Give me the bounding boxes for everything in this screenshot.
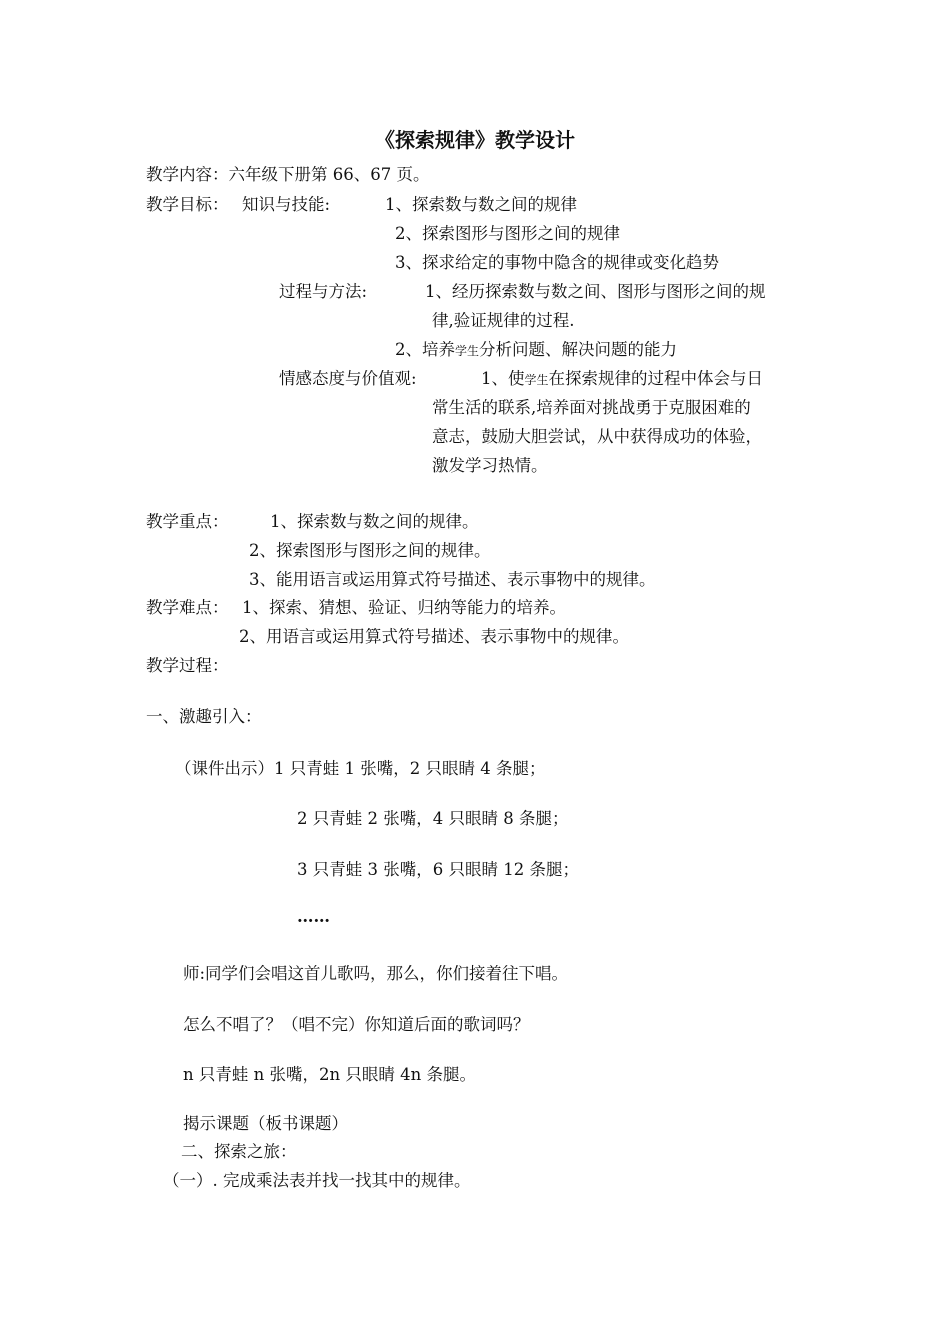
process-item-1a: 1、经历探索数与数之间、图形与图形之间的规 [425, 282, 766, 301]
emotion-item-1-post: 在探索规律的过程中体会与日 [548, 369, 764, 388]
content-line: 教学内容：六年级下册第 66、67 页。 [146, 165, 430, 184]
process-method-label: 过程与方法: [279, 282, 368, 301]
song-line-2: 2 只青蛙 2 张嘴，4 只眼睛 8 条腿； [297, 809, 569, 828]
process-item-2-post: 分析问题、解决问题的能力 [479, 340, 678, 359]
key-point-2: 2、探索图形与图形之间的规律。 [249, 541, 491, 560]
emotion-line-3: 意志，鼓励大胆尝试，从中获得成功的体验， [432, 427, 762, 446]
process-item-1b: 律,验证规律的过程. [432, 311, 575, 330]
goals-label: 教学目标： [146, 195, 229, 214]
page-title: 《探索规律》教学设计 [375, 128, 575, 152]
section-1-heading: 一、激趣引入： [146, 707, 262, 726]
song-line-1: （课件出示）1 只青蛙 1 张嘴，2 只眼睛 4 条腿； [175, 759, 546, 778]
emotion-line-2: 常生活的联系,培养面对挑战勇于克服困难的 [432, 398, 751, 417]
process-label: 教学过程： [146, 656, 229, 675]
difficulty-2: 2、用语言或运用算式符号描述、表示事物中的规律。 [239, 627, 629, 646]
subsection-1-heading: （一）. 完成乘法表并找一找其中的规律。 [163, 1171, 471, 1190]
emotion-label: 情感态度与价值观: [279, 369, 417, 388]
emotion-item-1-pre: 1、使 [481, 369, 525, 388]
process-item-2 [395, 339, 677, 362]
emotion-line-4: 激发学习热情。 [432, 456, 548, 475]
teacher-line-3: n 只青蛙 n 张嘴，2n 只眼睛 4n 条腿。 [183, 1065, 476, 1084]
emotion-item-1 [481, 368, 763, 391]
song-line-4: …… [297, 907, 330, 926]
section-2-heading: 二、探索之旅： [181, 1142, 297, 1161]
teacher-line-1: 师:同学们会唱这首儿歌吗，那么，你们接着往下唱。 [183, 964, 569, 983]
key-point-3: 3、能用语言或运用算式符号描述、表示事物中的规律。 [249, 570, 656, 589]
song-line-3: 3 只青蛙 3 张嘴，6 只眼睛 12 条腿； [297, 860, 579, 879]
key-point-1: 1、探索数与数之间的规律。 [270, 512, 479, 531]
knowledge-label: 知识与技能: [242, 195, 331, 214]
process-item-2-small: 学生 [455, 344, 480, 358]
knowledge-item-2: 2、探索图形与图形之间的规律 [395, 224, 620, 243]
knowledge-item-3: 3、探求给定的事物中隐含的规律或变化趋势 [395, 253, 719, 272]
teacher-line-4: 揭示课题（板书课题） [183, 1114, 348, 1133]
process-item-2-pre: 2、培养 [395, 340, 455, 359]
key-points-label: 教学重点： [146, 512, 229, 531]
teacher-line-2: 怎么不唱了？（唱不完）你知道后面的歌词吗？ [183, 1015, 530, 1034]
difficulty-1: 1、探索、猜想、验证、归纳等能力的培养。 [242, 598, 566, 617]
difficulties-label: 教学难点： [146, 598, 229, 617]
knowledge-item-1: 1、探索数与数之间的规律 [385, 195, 577, 214]
emotion-item-1-small: 学生 [524, 373, 549, 387]
